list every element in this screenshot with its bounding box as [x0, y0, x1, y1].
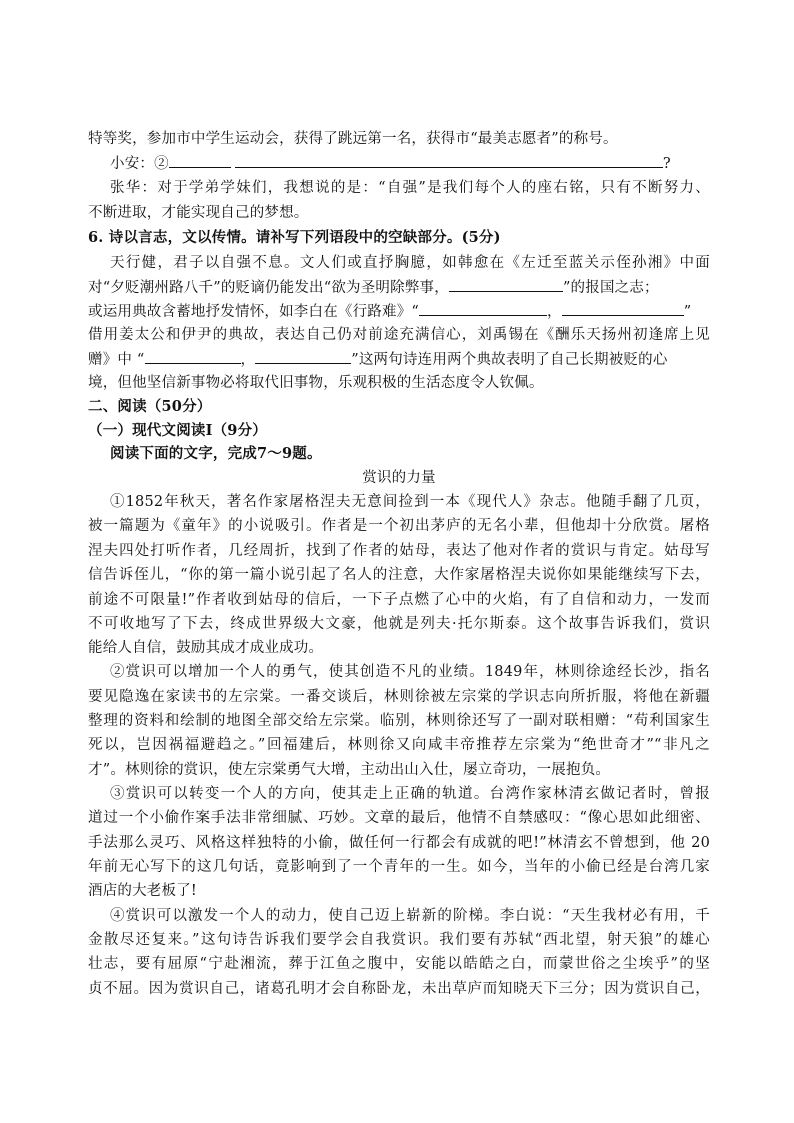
- answer-blank[interactable]: [169, 153, 231, 168]
- paragraph-line: 年前无心写下的这几句话，竟影响到了一个青年的一生。如今，当年的小偷已经是台湾几家: [88, 859, 710, 875]
- answer-blank[interactable]: [235, 153, 663, 168]
- text-segment: 或运用典故含蓄地抒发情怀，如李白在《行路难》“: [88, 304, 420, 320]
- text-line: 特等奖，参加市中学生运动会，获得了跳远第一名，获得市“最美志愿者”的称号。: [88, 131, 618, 147]
- paragraph-line: 要见隐逸在家读书的左宗棠。一番交谈后，林则徐被左宗棠的学识志向所折服，将他在新疆: [88, 689, 710, 705]
- paragraph-line: 道过一个小偷作案手法非常细腻、巧妙。文章的最后，他情不自禁感叹：“像心思如此细密、: [88, 810, 710, 826]
- paragraph-line: 死以，岂因祸福避趋之。”回福建后，林则徐又向咸丰帝推荐左宗棠为“绝世奇才”“非凡之: [88, 737, 710, 753]
- instruction-line: 阅读下面的文字，完成7～9题。: [110, 445, 322, 462]
- paragraph-line: 前途不可限量!”作者收到姑母的信后，一下子点燃了心中的火焰，有了自信和动力，一发而: [88, 592, 710, 608]
- paragraph-line: 不可收地写了下去，终成世界级大文豪，他就是列夫·托尔斯泰。这个故事告诉我们，赏识: [88, 616, 710, 632]
- paragraph-line: 金散尽还复来。”这句诗告诉我们要学会自我赏识。我们要有苏轼“西北望，射天狼”的雄心: [88, 932, 710, 948]
- fill-line: [88, 277, 710, 298]
- text-line: 不断进取，才能实现自己的梦想。: [88, 205, 309, 221]
- text-segment: ”这两句诗连用两个典故表明了自己长期被贬的心: [351, 352, 668, 368]
- paragraph-line: 涅夫四处打听作者，几经周折，找到了作者的姑母，表达了他对作者的赏识与肯定。姑母写: [88, 543, 710, 559]
- answer-line-xiaoan: [110, 153, 710, 174]
- paragraph-line: ②赏识可以增加一个人的勇气，使其创造不凡的业绩。1849年，林则徐途经长沙，指名: [110, 664, 710, 680]
- paragraph-line: 整理的资料和绘制的地图全部交给左宗棠。临别，林则徐还写了一副对联相赠：“苟利国家生: [88, 713, 710, 729]
- text-line: 天行健，君子以自强不息。文人们或直抒胸臆，如韩愈在《左迁至蓝关示侄孙湘》中面: [110, 255, 710, 271]
- text-segment: ，: [547, 304, 562, 320]
- paragraph-line: 被一篇题为《童年》的小说吸引。作者是一个初出茅庐的无名小辈，但他却十分欣赏。屠格: [88, 518, 710, 534]
- text-line: 借用姜太公和伊尹的典故，表达自己仍对前途充满信心，刘禹锡在《酬乐天扬州初逢席上见: [88, 327, 710, 343]
- paragraph-line: ①1852年秋天，著名作家屠格涅夫无意间捡到一本《现代人》杂志。他随手翻了几页，: [110, 494, 710, 510]
- text-line: 张华：对于学弟学妹们，我想说的是：“自强”是我们每个人的座右铭，只有不断努力、: [110, 180, 710, 196]
- paragraph-line: ④赏识可以激发一个人的动力，使自己迈上崭新的阶梯。李白说：“天生我材必有用，千: [110, 908, 710, 924]
- article-title: 赏识的力量: [362, 470, 436, 486]
- text-segment: 对“夕贬潮州路八千”的贬谪仍能发出“欲为圣明除弊事，: [88, 280, 449, 296]
- text-segment: 赠》中 “: [88, 352, 145, 368]
- text-line: 境，但他坚信新事物必将取代旧事物，乐观积极的生活态度令人钦佩。: [88, 375, 544, 391]
- paragraph-line: 能给人自信，鼓励其成才成业成功。: [88, 640, 324, 656]
- text-segment: ”的报国之志；: [562, 280, 659, 296]
- speaker-label: 小安：②: [110, 156, 169, 172]
- paragraph-line: 壮志，要有屈原“宁赴湘流，葬于江鱼之腹中，安能以皓皓之白，而蒙世俗之尘埃乎”的坚: [88, 956, 710, 972]
- text-segment: ，: [240, 352, 256, 368]
- paragraph-line: 酒店的大老板了!: [88, 883, 197, 899]
- question-mark: ?: [662, 156, 671, 172]
- paragraph-line: 贞不屈。因为赏识自己，诸葛孔明才会自称卧龙，未出草庐而知晓天下三分；因为赏识自己，: [88, 981, 710, 997]
- section-heading: 二、阅读（50分）: [88, 398, 212, 415]
- paragraph-line: 才”。林则徐的赏识，使左宗棠勇气大增，主动出山入仕，屡立奇功，一展抱负。: [88, 762, 611, 778]
- paragraph-line: ③赏识可以转变一个人的方向，使其走上正确的轨道。台湾作家林清玄做记者时，曾报: [110, 786, 710, 802]
- text-segment: ”: [683, 304, 692, 320]
- answer-blank[interactable]: [419, 301, 547, 316]
- paragraph-line: 信告诉侄儿，“你的第一篇小说引起了名人的注意，大作家屠格涅夫说你如果能继续写下去，: [88, 567, 710, 583]
- fill-line: [88, 301, 710, 322]
- paragraph-line: 手法那么灵巧、风格这样独特的小偷，做任何一行都会有成就的吧!”林清玄不曾想到，他 20: [88, 835, 710, 851]
- question-heading: 6. 诗以言志，文以传情。请补写下列语段中的空缺部分。(5分): [88, 229, 501, 246]
- answer-blank[interactable]: [255, 349, 351, 364]
- fill-line: [88, 349, 710, 370]
- answer-blank[interactable]: [562, 301, 684, 316]
- subsection-heading: （一）现代文阅读Ⅰ（9分）: [88, 422, 267, 439]
- answer-blank[interactable]: [145, 349, 241, 364]
- answer-blank[interactable]: [449, 277, 563, 292]
